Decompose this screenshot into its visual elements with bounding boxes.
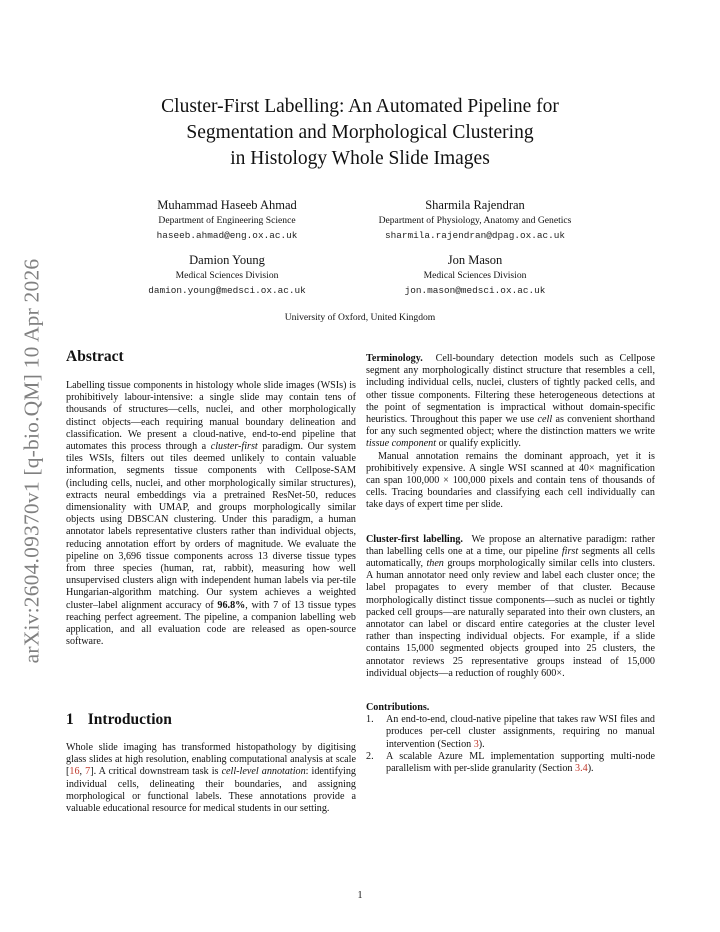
intro-emphasis: cell-level annotation: [221, 766, 306, 778]
introduction-heading: [66, 711, 186, 729]
arxiv-sidebar: [10, 246, 54, 676]
author-email[interactable]: sharmila.rajendran@dpag.ox.ac.uk: [384, 230, 566, 241]
terminology-emphasis-1: cell: [537, 414, 553, 426]
abstract-emphasis: cluster-first: [210, 441, 258, 453]
author-email[interactable]: haseeb.ahmad@eng.ox.ac.uk: [156, 230, 298, 241]
author-name: Muhammad Haseeb Ahmad: [157, 198, 297, 212]
author-block-1: [92, 197, 362, 244]
author-affiliation: Medical Sciences Division: [423, 270, 527, 281]
contribution-item: [366, 714, 655, 751]
abstract-text-3: , with 7 of 13 tissue types reaching perfect agreement. The pipeline, a companion labelling web application, and all evaluation code are released as open-source software.: [66, 599, 357, 648]
institution: University of Oxford, United Kingdom: [284, 312, 436, 323]
terminology-text-2: as convenient shorthand for any such segmented object; where the distinction matters we write: [366, 414, 655, 438]
contribution-item: [366, 751, 655, 775]
title-line-2: Segmentation and Morphological Clustering: [186, 122, 534, 143]
contributions-heading: Contributions.: [366, 702, 430, 714]
terminology-text-1: Cell-boundary detection models such as Cellpose segment any morphologically distinct structure that resembles a cell, including individual cells, nuclei, clusters of tightly packed cells, and other tissue components. Filtering these heterogeneous detections at the point of segmentation is impractical without domain-specific heuristics. Throughout this paper we use: [366, 353, 655, 426]
paper-title: [90, 94, 630, 172]
right-column: [366, 353, 655, 775]
intro-text-1: Whole slide imaging has transformed histopathology by digitising glass slides at high resolution, enabling computational analysis at scale [: [66, 742, 356, 778]
section-reference-link[interactable]: 3.4: [575, 763, 588, 775]
arxiv-identifier: arXiv:2604.09370v1 [q-bio.QM] 10 Apr 2026: [19, 258, 44, 664]
abstract-heading: Abstract: [66, 348, 124, 365]
section-number: 1: [66, 711, 74, 728]
author-block-3: [92, 252, 362, 299]
abstract-text-1: Labelling tissue components in histology whole slide images (WSIs) is prohibitively labour-intensive: a single slide may contain tens of thousands of structures—cells, nuclei, and other morphologically distinct objects—each requiring manual boundary delineation and classification. We present a cloud-native, end-to-end pipeline that automates this process through a: [66, 380, 356, 453]
manual-annotation-paragraph: Manual annotation remains the dominant approach, yet it is prohibitively expensive. A single WSI scanned at 40× magnification can span 100,000 × 100,000 pixels and contain tens of thousands of cells. Tracing boundaries and classifying each cell individually can take days of expert time per slide.: [366, 450, 655, 511]
contribution-text: An end-to-end, cloud-native pipeline that takes raw WSI files and produces per-cell cluster assignments, requiring no manual intervention (Section: [386, 714, 655, 750]
cluster-first-paragraph: [366, 534, 655, 680]
author-block-4: [340, 252, 610, 299]
cluster-first-heading: Cluster-first labelling.: [366, 533, 463, 545]
abstract-text-2: paradigm. Our system tiles WSIs, filters out tiles deemed unlikely to contain valuable information, segments tissue components with Cellpose-SAM (including cells, nuclei, and other morphologically similar structures), extracts neural embeddings via a pretrained ResNet-50, reduces dimensionality with UMAP, and groups morphologically similar objects using DBSCAN clustering. Under this paradigm, a human annotator labels representative clusters rather than individual objects, reducing annotation effort by orders of magnitude. We evaluate the pipeline on 3,696 tissue components across 13 diverse tissue types from three species (human, rat, rabbit), measuring how well unsupervised clusters align with independent human labels via per-tile Hungarian-algorithm matching. Our system achieves a weighted cluster–label alignment accuracy of: [66, 441, 356, 611]
contribution-text-end: ).: [587, 763, 594, 775]
author-name: Sharmila Rajendran: [425, 198, 525, 212]
cluster-first-text-1: We propose an alternative paradigm: rather than labelling cells one at a time, our pipeline: [366, 533, 655, 557]
introduction-paragraph: [66, 742, 356, 815]
cluster-first-emphasis-1: first: [561, 545, 579, 557]
author-name: Damion Young: [189, 253, 265, 267]
cluster-first-text-3: groups morphologically similar cells into clusters. A human annotator need only review and label each cluster once; the label propagates to every member of that cluster. Because morphologically distinct tissue components—such as nuclei or tightly packed cell groups—are naturally separated into their own clusters, an annotator can label or discard entire categories at the cluster level rather than inspecting individual objects. For example, if a slide contains 15,000 segmented objects grouped into 25 clusters, the annotator reviews 25 representative groups instead of 15,000 individual objects—a reduction of roughly 600×.: [366, 558, 655, 679]
citation-link[interactable]: 16: [69, 766, 80, 778]
author-email[interactable]: damion.young@medsci.ox.ac.uk: [148, 285, 306, 296]
cluster-first-emphasis-2: then: [426, 558, 444, 570]
section-reference-link[interactable]: 3: [473, 738, 479, 750]
terminology-heading: Terminology.: [366, 353, 423, 364]
terminology-paragraph: [366, 353, 655, 451]
abstract-paragraph: [66, 380, 356, 648]
introduction-body: [66, 742, 356, 815]
author-affiliation: Department of Physiology, Anatomy and Genetics: [378, 215, 572, 226]
author-block-2: [340, 197, 610, 244]
item-number: 2.: [366, 750, 374, 762]
page-number: 1: [357, 890, 363, 901]
author-name: Jon Mason: [447, 253, 503, 267]
author-affiliation: Department of Engineering Science: [158, 215, 296, 226]
author-affiliation: Medical Sciences Division: [175, 270, 279, 281]
abstract-accuracy: 96.8%: [217, 599, 246, 611]
citation-link[interactable]: 7: [85, 766, 91, 778]
title-line-3: in Histology Whole Slide Images: [230, 148, 490, 169]
author-email[interactable]: jon.mason@medsci.ox.ac.uk: [404, 285, 546, 296]
intro-text-2: ]. A critical downstream task is: [90, 766, 222, 778]
intro-text-3: : identifying individual cells, delineating their boundaries, and assigning morphological or functional labels. These annotations provide a valuable educational resource for medical students in our setting.: [66, 766, 356, 815]
item-number: 1.: [366, 714, 374, 726]
abstract-body: [66, 380, 356, 648]
section-title: Introduction: [87, 711, 172, 728]
contribution-text: A scalable Azure ML implementation supporting multi-node parallelism with per-slide granularity (Section: [386, 750, 655, 775]
title-line-1: Cluster-First Labelling: An Automated Pipeline for: [161, 96, 559, 117]
contributions-list: [366, 714, 655, 775]
contribution-text-end: ).: [478, 738, 485, 750]
citation-separator: ,: [79, 766, 86, 778]
terminology-text-3: or qualify explicitly.: [436, 438, 521, 450]
terminology-emphasis-2: tissue component: [366, 438, 437, 450]
cluster-first-text-2: segments all cells automatically,: [366, 545, 655, 570]
